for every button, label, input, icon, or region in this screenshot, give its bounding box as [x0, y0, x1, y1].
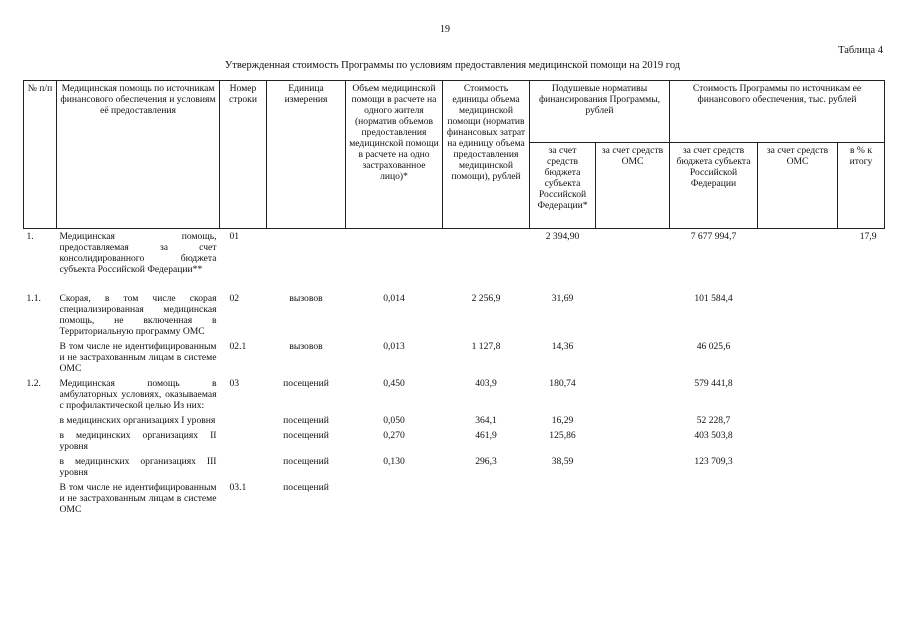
row-unit: посещений: [283, 378, 329, 389]
row-number: [24, 339, 57, 376]
row-total-oms: [758, 291, 838, 339]
row-number: [24, 480, 57, 517]
page-number: 19: [440, 24, 450, 35]
row-unit: [267, 229, 346, 278]
row-total-oms: [758, 339, 838, 376]
row-total-budget: 7 677 994,7: [690, 231, 737, 242]
row-percap-budget: 16,29: [551, 415, 574, 426]
row-percap-budget: 180,74: [549, 378, 576, 389]
row-cost: [443, 229, 530, 278]
row-percap-oms: [596, 480, 670, 517]
row-total-oms: [758, 229, 838, 278]
row-total-budget: 52 228,7: [696, 415, 731, 426]
table-header: [24, 81, 885, 229]
row-line: [220, 413, 267, 428]
row-total-oms: [758, 376, 838, 413]
row-percent: [838, 376, 885, 413]
row-total-oms: [758, 428, 838, 454]
row-cost: [443, 480, 530, 517]
table-row: [24, 480, 885, 517]
table-row: [24, 413, 885, 428]
row-percap-oms: [596, 454, 670, 480]
row-description: в медицинских организациях III уровня: [59, 456, 217, 478]
row-total-oms: [758, 454, 838, 480]
row-percap-budget: 38,59: [551, 456, 574, 467]
table-row: [24, 428, 885, 454]
row-description: В том числе не идентифицированным и не застрахованным лицам в системе ОМС: [59, 341, 217, 374]
row-cost: 461,9: [475, 430, 497, 441]
row-volume: 0,050: [383, 415, 405, 426]
row-line: 02: [229, 293, 240, 304]
row-number: [24, 428, 57, 454]
table-row: [24, 339, 885, 376]
header-percap-budget: за счет средств бюджета субъекта Российской Федерации*: [530, 143, 596, 229]
row-cost: 403,9: [475, 378, 497, 389]
header-num: № п/п: [24, 81, 57, 229]
row-unit: посещений: [283, 482, 329, 493]
row-line: 01: [229, 231, 240, 242]
row-total-budget: 123 709,3: [694, 456, 733, 467]
row-volume: 0,014: [383, 293, 405, 304]
row-percap-oms: [596, 428, 670, 454]
row-percap-oms: [596, 291, 670, 339]
row-total-budget: 579 441,8: [694, 378, 733, 389]
row-total-budget: [670, 480, 758, 517]
row-line: [220, 454, 267, 480]
row-volume: 0,013: [383, 341, 405, 352]
row-percap-budget: 31,69: [551, 293, 574, 304]
table-row: [24, 454, 885, 480]
row-percap-oms: [596, 229, 670, 278]
header-volume: Объем медицинской помощи в расчете на одного жителя (норматив объемов предоставления медицинской помощи в расчете на одно застрахованное лицо)*: [346, 81, 443, 229]
row-line: 03.1: [229, 482, 247, 493]
header-percap-oms: за счет средств ОМС: [596, 143, 670, 229]
row-total-budget: 46 025,6: [696, 341, 731, 352]
header-line-number: Номер строки: [220, 81, 267, 229]
row-total-oms: [758, 480, 838, 517]
row-volume: 0,450: [383, 378, 405, 389]
header-unit-cost: Стоимость единицы объема медицинской помощи (норматив финансовых затрат на единицу объема предоставления медицинской помощи), рублей: [443, 81, 530, 229]
row-number: 1.1.: [26, 293, 41, 304]
row-line: 03: [229, 378, 240, 389]
table-row: [24, 291, 885, 339]
row-cost: 296,3: [475, 456, 497, 467]
row-number: 1.2.: [26, 378, 41, 389]
row-description: в медицинских организациях II уровня: [59, 430, 217, 452]
header-unit: Единица измерения: [267, 81, 346, 229]
row-cost: 1 127,8: [471, 341, 501, 352]
row-unit: посещений: [283, 456, 329, 467]
row-description: В том числе не идентифицированным и не застрахованным лицам в системе ОМС: [59, 482, 217, 515]
table-row: [24, 229, 885, 278]
row-volume: 0,130: [383, 456, 405, 467]
row-unit: вызовов: [289, 293, 323, 304]
row-unit: посещений: [283, 415, 329, 426]
row-total-budget: 403 503,8: [694, 430, 733, 441]
header-total-budget: за счет средств бюджета субъекта Российской Федерации: [670, 143, 758, 229]
row-total-oms: [758, 413, 838, 428]
row-unit: посещений: [283, 430, 329, 441]
row-unit: вызовов: [289, 341, 323, 352]
row-percap-budget: 2 394,90: [545, 231, 580, 242]
row-percent: 17,9: [859, 231, 877, 242]
row-percent: [838, 480, 885, 517]
row-percent: [838, 428, 885, 454]
row-number: [24, 454, 57, 480]
row-percap-oms: [596, 339, 670, 376]
row-total-budget: 101 584,4: [694, 293, 733, 304]
row-description: Медицинская помощь, предоставляемая за счет консолидированного бюджета субъекта Российской Федерации**: [59, 231, 217, 275]
table-label: Таблица 4: [838, 45, 883, 56]
header-program-cost-group: Стоимость Программы по источникам ее финансового обеспечения, тыс. рублей: [670, 81, 885, 143]
row-description: Скорая, в том числе скорая специализированная медицинская помощь, не включенная в Территориальную программу ОМС: [59, 293, 217, 337]
row-percap-budget: 14,36: [551, 341, 574, 352]
row-percent: [838, 413, 885, 428]
cost-table: [23, 80, 885, 517]
row-number: 1.: [26, 231, 34, 242]
row-volume: [346, 229, 443, 278]
row-percap-oms: [596, 413, 670, 428]
row-percap-budget: 125,86: [549, 430, 576, 441]
row-number: [24, 413, 57, 428]
header-per-capita-group: Подушевые нормативы финансирования Программы, рублей: [530, 81, 670, 143]
header-total-oms: за счет средств ОМС: [758, 143, 838, 229]
row-percap-budget: [530, 480, 596, 517]
row-percap-oms: [596, 376, 670, 413]
row-volume: 0,270: [383, 430, 405, 441]
table-body: [24, 229, 885, 518]
row-volume: [346, 480, 443, 517]
row-description: Медицинская помощь в амбулаторных условиях, оказываемая с профилактической целью Из них:: [59, 378, 217, 411]
table-row: [24, 376, 885, 413]
table-title: Утвержденная стоимость Программы по условиям предоставления медицинской помощи на 2019 год: [224, 60, 681, 71]
row-cost: 2 256,9: [471, 293, 501, 304]
row-line: 02.1: [229, 341, 247, 352]
header-percent: в % к итогу: [838, 143, 885, 229]
row-line: [220, 428, 267, 454]
row-cost: 364,1: [475, 415, 497, 426]
row-description: в медицинских организациях I уровня: [59, 415, 216, 426]
row-percent: [838, 339, 885, 376]
row-percent: [838, 454, 885, 480]
header-description: Медицинская помощь по источникам финансового обеспечения и условиям её предоставления: [57, 81, 220, 229]
row-percent: [838, 291, 885, 339]
